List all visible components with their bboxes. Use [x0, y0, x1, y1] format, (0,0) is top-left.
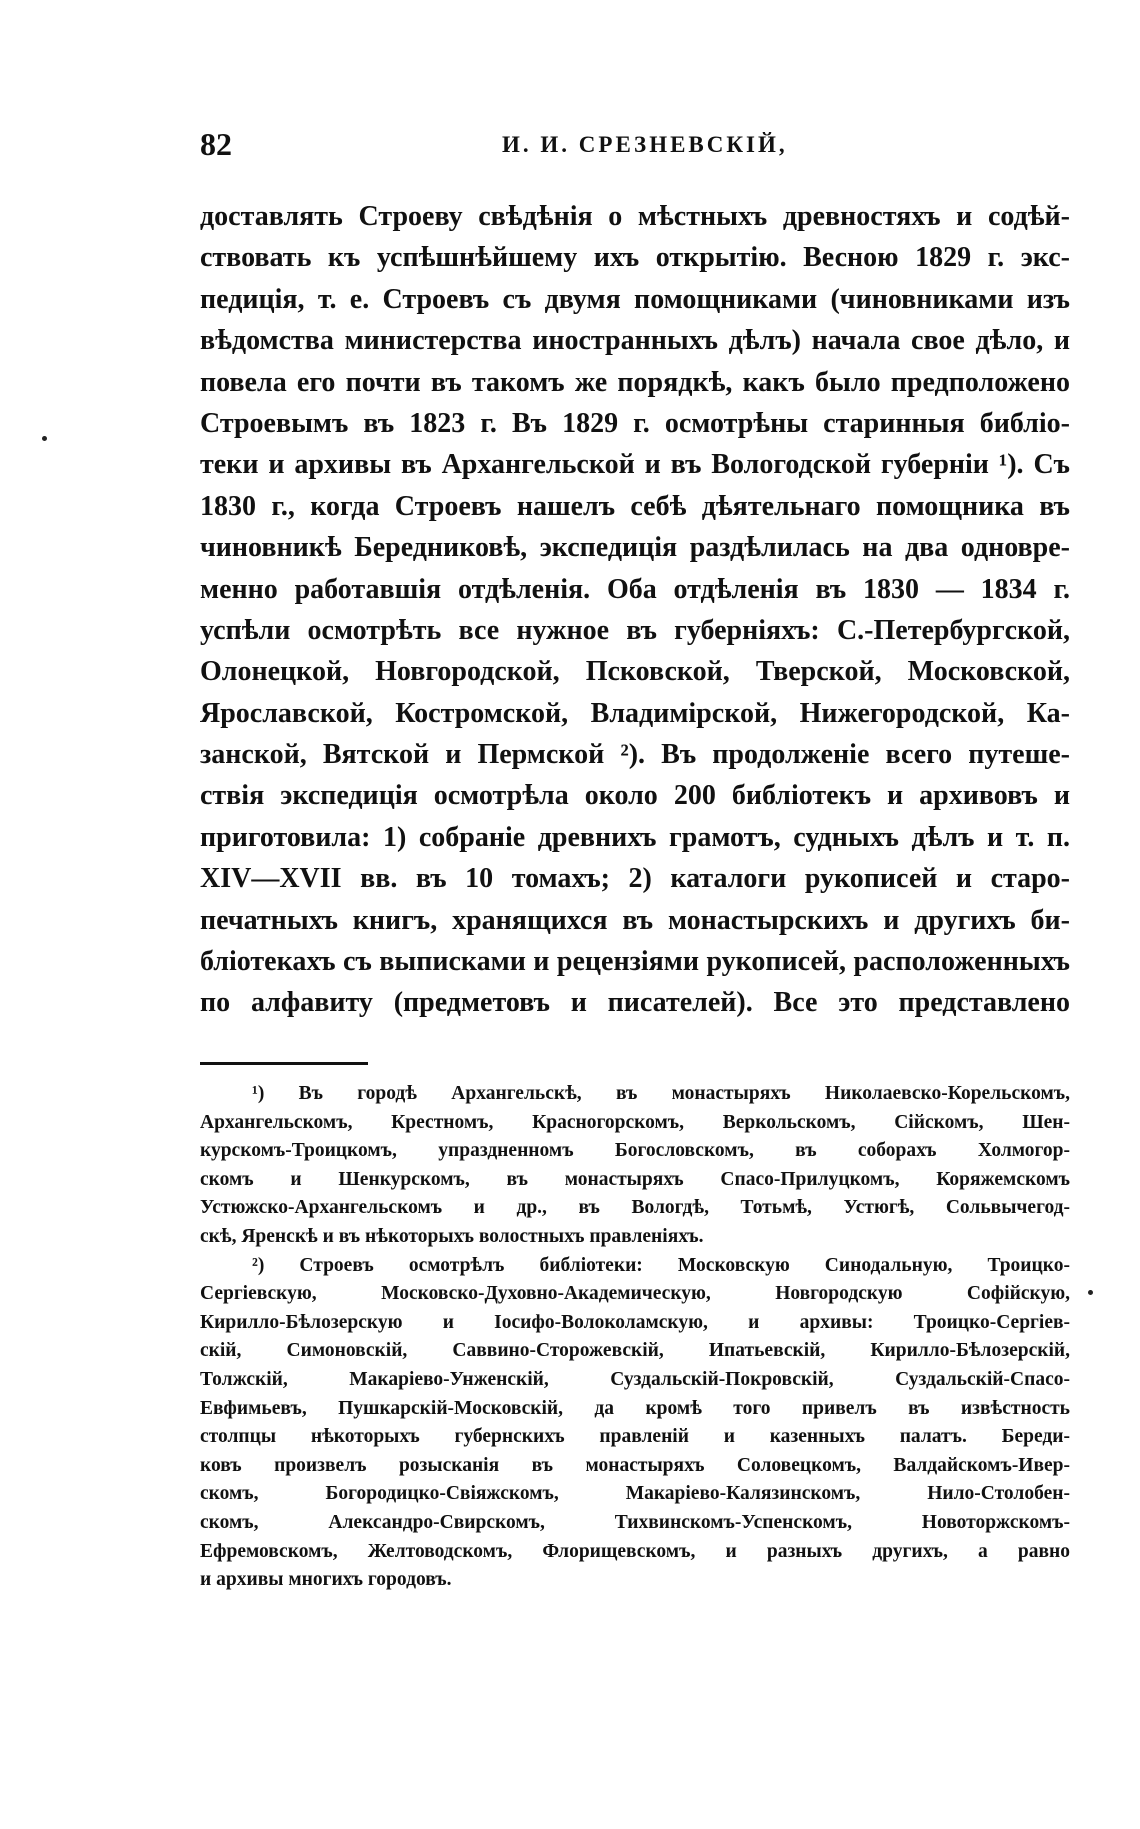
body-line: бліотекахъ съ выписками и рецензіями рукописей, расположенныхъ: [200, 946, 1070, 978]
body-line: 1830 г., когда Строевъ нашелъ себѣ дѣятельнаго помощника въ: [200, 490, 1070, 522]
footnote-line: ¹) Въ городѣ Архангельскѣ, въ монастыряхъ Николаевско-Корельскомъ,: [252, 1083, 1070, 1104]
body-line: доставлять Строеву свѣдѣнія о мѣстныхъ древностяхъ и содѣй-: [200, 201, 1070, 232]
footnote-line: скомъ, Александро-Свирскомъ, Тихвинскомъ-Успенскомъ, Новоторжскомъ-: [200, 1511, 1070, 1533]
footnote-line: Кирилло-Бѣлозерскую и Іосифо-Волоколамскую, и архивы: Троицко-Сергіев-: [200, 1311, 1070, 1333]
body-line: занской, Вятской и Пермской ²). Въ продолженіе всего путеше-: [200, 739, 1070, 771]
body-line: Ярославской, Костромской, Владимірской, Нижегородской, Ка-: [200, 697, 1070, 729]
page-header: [200, 126, 1060, 174]
body-line: по алфавиту (предметовъ и писателей). Все это представлено: [200, 987, 1070, 1019]
footnote-line: и архивы многихъ городовъ.: [200, 1569, 452, 1591]
body-line: XIV—XVII вв. въ 10 томахъ; 2) каталоги рукописей и старо-: [200, 863, 1070, 895]
footnote-line: столпцы нѣкоторыхъ губернскихъ правленій и казенныхъ палатъ. Береди-: [200, 1426, 1070, 1448]
footnote-line: Толжскій, Макаріево-Унженскій, Суздальскій-Покровскій, Суздальскій-Спасо-: [200, 1368, 1070, 1390]
body-text: [200, 196, 1070, 1024]
running-head: И. И. СРЕЗНЕВСКІЙ,: [502, 132, 788, 157]
body-line: успѣли осмотрѣть все нужное въ губерніяхъ: С.-Петербургской,: [200, 614, 1070, 646]
body-line: повела его почти въ такомъ же порядкѣ, какъ было предположено: [200, 366, 1070, 398]
body-line: Олонецкой, Новгородской, Псковской, Тверской, Московской,: [200, 656, 1070, 688]
footnote-line: скій, Симоновскій, Саввино-Сторожевскій, Ипатьевскій, Кирилло-Бѣлозерскій,: [200, 1340, 1070, 1362]
body-line: печатныхъ книгъ, хранящихся въ монастырскихъ и другихъ би-: [200, 904, 1070, 936]
footnote-line: Архангельскомъ, Крестномъ, Красногорскомъ, Веркольскомъ, Сійскомъ, Шен-: [200, 1111, 1070, 1133]
footnote-line: Устюжско-Архангельскомъ и др., въ Вологдѣ, Тотьмѣ, Устюгѣ, Сольвычегод-: [200, 1197, 1070, 1219]
body-line: вѣдомства министерства иностранныхъ дѣлъ) начала свое дѣло, и: [200, 325, 1070, 357]
body-line: чиновникѣ Бередниковѣ, экспедиція раздѣлилась на два одновре-: [200, 532, 1070, 564]
body-line: педиція, т. е. Строевъ съ двумя помощниками (чиновниками изъ: [200, 283, 1070, 315]
footnote-line: скомъ, Богородицко-Свіяжскомъ, Макаріево-Калязинскомъ, Нило-Столобен-: [200, 1483, 1070, 1505]
footnote-line: ковъ произвелъ розысканія въ монастыряхъ Соловецкомъ, Валдайскомъ-Ивер-: [200, 1454, 1070, 1476]
body-line: ствовать къ успѣшнѣйшему ихъ открытію. Весною 1829 г. экс-: [200, 242, 1070, 274]
body-line: теки и архивы въ Архангельской и въ Вологодской губерніи ¹). Съ: [200, 449, 1070, 481]
footnote-separator: [200, 1062, 368, 1065]
footnote-line: скѣ, Яренскѣ и въ нѣкоторыхъ волостныхъ правленіяхъ.: [200, 1225, 704, 1247]
footnote-line: курскомъ-Троицкомъ, упраздненномъ Богословскомъ, въ соборахъ Холмогор-: [200, 1140, 1070, 1162]
page-number: 82: [200, 126, 232, 162]
footnote-line: ²) Строевъ осмотрѣлъ библіотеки: Московскую Синодальную, Троицко-: [252, 1254, 1070, 1276]
body-line: менно работавшія отдѣленія. Оба отдѣленія въ 1830 — 1834 г.: [200, 573, 1070, 605]
footnote-line: Ефремовскомъ, Желтоводскомъ, Флорищевскомъ, и разныхъ другихъ, а равно: [200, 1540, 1070, 1562]
body-line: приготовила: 1) собраніе древнихъ грамотъ, судныхъ дѣлъ и т. п.: [200, 821, 1070, 853]
scan-speck: [1088, 1290, 1093, 1295]
footnotes: [200, 1080, 1070, 1595]
footnote-line: Евфимьевъ, Пушкарскій-Московскій, да кромѣ того привелъ въ извѣстность: [200, 1397, 1070, 1419]
body-line: Строевымъ въ 1823 г. Въ 1829 г. осмотрѣны старинныя библіо-: [200, 407, 1070, 439]
body-line: ствія экспедиція осмотрѣла около 200 библіотекъ и архивовъ и: [200, 780, 1070, 812]
footnote-line: Сергіевскую, Московско-Духовно-Академическую, Новгородскую Софійскую,: [200, 1283, 1070, 1305]
scan-speck: [42, 436, 47, 441]
footnote-line: скомъ и Шенкурскомъ, въ монастыряхъ Спасо-Прилуцкомъ, Коряжемскомъ: [200, 1168, 1070, 1190]
